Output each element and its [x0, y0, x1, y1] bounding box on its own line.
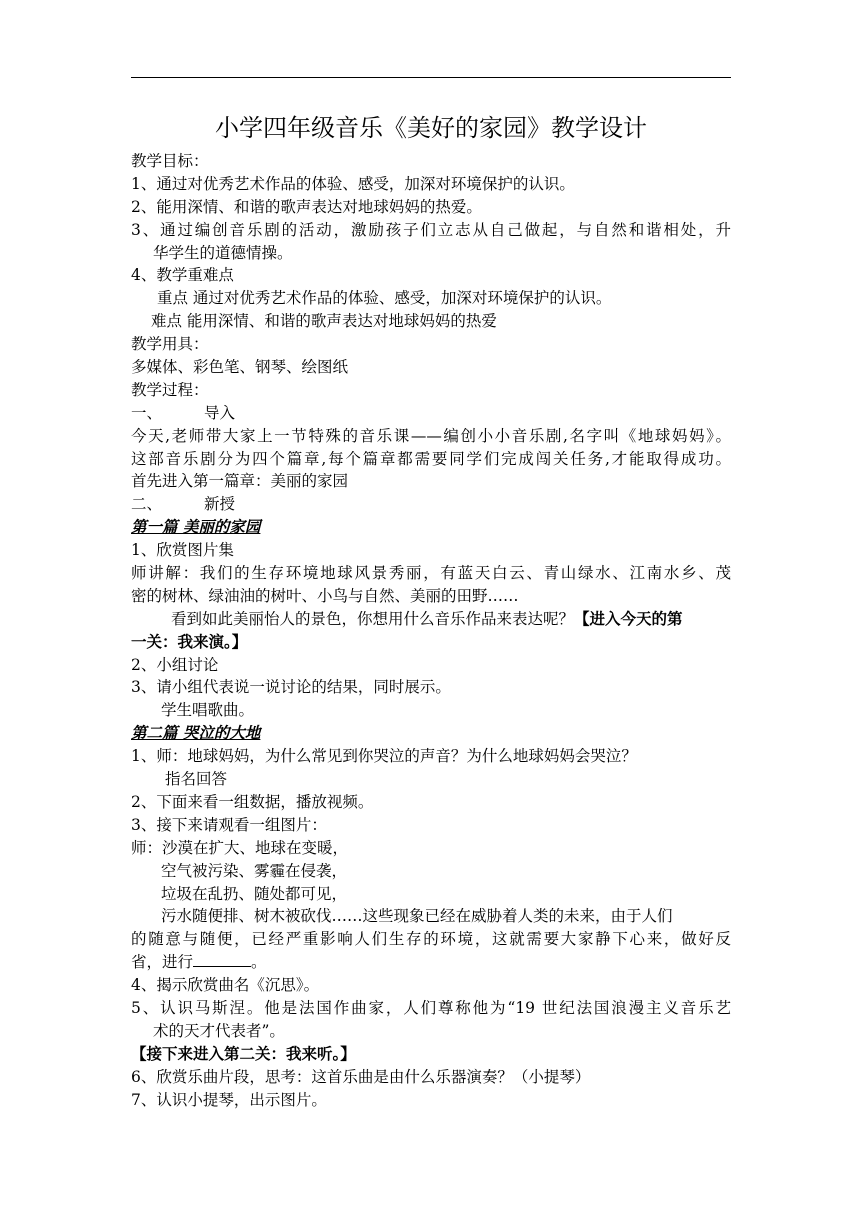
task-callout: 一关：我来演。】 — [131, 631, 248, 651]
heading-text: 新授 — [204, 495, 236, 514]
paragraph: 2、能用深情、和谐的歌声表达对地球妈妈的热爱。 — [131, 197, 482, 216]
header-rule — [131, 77, 731, 78]
chapter-heading: 第一篇 美丽的家园 — [131, 517, 261, 537]
paragraph: 师讲解：我们的生存环境地球风景秀丽，有蓝天白云、青山绿水、江南水乡、茂 — [131, 564, 731, 583]
paragraph: 师：沙漠在扩大、地球在变暖， — [131, 838, 349, 857]
paragraph: 密的树林、绿油油的树叶、小鸟与自然、美丽的田野…… — [131, 586, 519, 605]
chapter-heading: 第二篇 哭泣的大地 — [131, 723, 261, 743]
heading-text: 导入 — [204, 403, 236, 422]
paragraph: 今天,老师带大家上一节特殊的音乐课——编创小小音乐剧,名字叫《地球妈妈》。 — [131, 426, 731, 445]
paragraph: 指名回答 — [165, 770, 228, 789]
paragraph: 6、欣赏乐曲片段，思考：这首乐曲是由什么乐器演奏？（小提琴） — [131, 1067, 591, 1086]
paragraph: 3、通过编创音乐剧的活动，激励孩子们立志从自己做起，与自然和谐相处，升 — [131, 220, 731, 239]
paragraph — [131, 951, 731, 974]
paragraph: 3、接下来请观看一组图片： — [131, 815, 327, 834]
document-title: 小学四年级音乐《美好的家园》教学设计 — [215, 114, 647, 142]
paragraph: 术的天才代表者”。 — [153, 1021, 285, 1040]
document-body — [131, 150, 731, 1111]
paragraph-text: 看到如此美丽怡人的景色，你想用什么音乐作品来表达呢？ — [171, 609, 575, 628]
paragraph: 1、通过对优秀艺术作品的体验、感受，加深对环境保护的认识。 — [131, 174, 575, 193]
heading-number: 一、 — [131, 403, 163, 422]
paragraph: 5、认识马斯涅。他是法国作曲家，人们尊称他为“19 世纪法国浪漫主义音乐艺 — [131, 998, 731, 1017]
paragraph: 2、下面来看一组数据，播放视频。 — [131, 792, 374, 811]
paragraph: 2、小组讨论 — [131, 655, 219, 674]
paragraph: 重点 通过对优秀艺术作品的体验、感受，加深对环境保护的认识。 — [157, 289, 612, 308]
paragraph: 垃圾在乱扔、随处都可见， — [161, 884, 348, 903]
paragraph: 学生唱歌曲。 — [161, 701, 255, 720]
paragraph: 首先进入第一篇章：美丽的家园 — [131, 472, 349, 491]
section-heading — [131, 493, 731, 516]
heading-number: 二、 — [131, 495, 163, 514]
paragraph: 难点 能用深情、和谐的歌声表达对地球妈妈的热爱 — [151, 312, 497, 331]
paragraph: 的随意与随便，已经严重影响人们生存的环境，这就需要大家静下心来，做好反 — [131, 930, 731, 949]
paragraph-text: 省，进行 — [131, 953, 194, 972]
paragraph: 华学生的道德情操。 — [153, 243, 293, 262]
paragraph: 3、请小组代表说一说讨论的结果，同时展示。 — [131, 678, 451, 697]
paragraph: 1、欣赏图片集 — [131, 541, 234, 560]
task-callout: 【进入今天的第 — [574, 608, 683, 628]
paragraph: 这部音乐剧分为四个篇章,每个篇章都需要同学们完成闯关任务,才能取得成功。 — [131, 449, 731, 468]
paragraph: 教学用具： — [131, 335, 209, 354]
paragraph: 多媒体、彩色笔、钢琴、绘图纸 — [131, 358, 349, 377]
paragraph — [131, 608, 731, 631]
section-heading — [131, 402, 731, 425]
paragraph: 教学过程： — [131, 380, 209, 399]
paragraph: 空气被污染、雾霾在侵袭， — [161, 861, 348, 880]
paragraph: 4、教学重难点 — [131, 266, 234, 285]
paragraph: 污水随便排、树木被砍伐……这些现象已经在威胁着人类的未来，由于人们 — [161, 907, 673, 926]
paragraph: 教学目标： — [131, 152, 209, 170]
paragraph: 7、认识小提琴，出示图片。 — [131, 1090, 327, 1109]
fill-in-blank — [193, 952, 251, 967]
paragraph-text: 。 — [251, 953, 267, 972]
paragraph: 1、师：地球妈妈，为什么常见到你哭泣的声音？为什么地球妈妈会哭泣？ — [131, 747, 637, 766]
paragraph: 4、揭示欣赏曲名《沉思》。 — [131, 976, 320, 995]
task-callout: 【接下来进入第二关：我来听。】 — [131, 1043, 356, 1063]
